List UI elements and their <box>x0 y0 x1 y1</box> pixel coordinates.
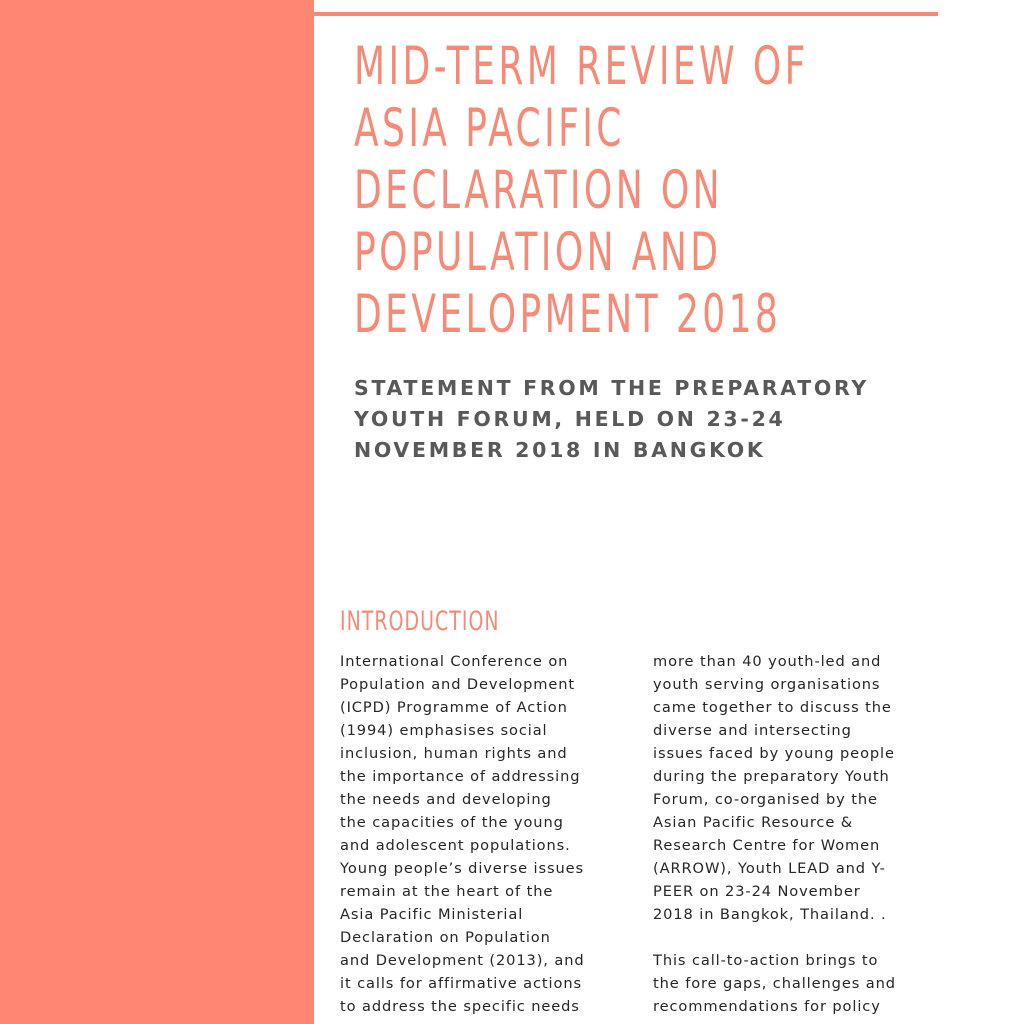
body-line: more than 40 youth-led and <box>653 653 882 670</box>
top-divider <box>314 12 938 16</box>
body-line: Population and Development <box>340 676 576 693</box>
body-line: the fore gaps, challenges and <box>653 975 896 992</box>
body-line: youth serving organisations <box>653 676 881 693</box>
body-line: remain at the heart of the <box>340 883 554 900</box>
subtitle-line: STATEMENT FROM THE PREPARATORY <box>354 376 869 400</box>
body-line: International Conference on <box>340 653 569 670</box>
blank-line <box>653 926 896 949</box>
body-line: the needs and developing <box>340 791 552 808</box>
body-line: Young people’s diverse issues <box>340 860 585 877</box>
subtitle-line: NOVEMBER 2018 IN BANGKOK <box>354 438 766 462</box>
body-line: This call-to-action brings to <box>653 952 879 969</box>
body-line: recommendations for policy <box>653 998 881 1015</box>
body-line: (ARROW), Youth LEAD and Y- <box>653 860 886 877</box>
body-line: 2018 in Bangkok, Thailand. . <box>653 906 887 923</box>
body-line: Research Centre for Women <box>653 837 881 854</box>
body-column-left <box>340 650 585 1018</box>
body-line: Asia Pacific Ministerial <box>340 906 524 923</box>
title-line: POPULATION AND <box>354 222 722 283</box>
body-line: and Development (2013), and <box>340 952 585 969</box>
body-line: and adolescent populations. <box>340 837 571 854</box>
body-line: PEER on 23-24 November <box>653 883 861 900</box>
title-line: ASIA PACIFIC <box>354 98 625 159</box>
title-line: DECLARATION ON <box>354 160 724 221</box>
body-line: to address the specific needs <box>340 998 580 1015</box>
decorative-side-panel <box>0 0 314 1024</box>
title-line: DEVELOPMENT 2018 <box>354 284 782 345</box>
body-line: the capacities of the young <box>340 814 564 831</box>
body-line: (1994) emphasises social <box>340 722 548 739</box>
body-column-right <box>653 650 896 1018</box>
document-title <box>354 36 809 346</box>
body-line: the importance of addressing <box>340 768 581 785</box>
body-line: issues faced by young people <box>653 745 895 762</box>
body-line: inclusion, human rights and <box>340 745 568 762</box>
body-line: during the preparatory Youth <box>653 768 890 785</box>
body-line: Declaration on Population <box>340 929 551 946</box>
subtitle-line: YOUTH FORUM, HELD ON 23-24 <box>354 407 786 431</box>
body-line: it calls for affirmative actions <box>340 975 582 992</box>
document-subtitle <box>354 373 954 466</box>
section-heading-introduction: INTRODUCTION <box>340 606 500 637</box>
body-line: came together to discuss the <box>653 699 892 716</box>
body-line: (ICPD) Programme of Action <box>340 699 568 716</box>
title-line: MID-TERM REVIEW OF <box>354 36 809 97</box>
body-line: Forum, co-organised by the <box>653 791 878 808</box>
body-line: diverse and intersecting <box>653 722 852 739</box>
body-line: Asian Pacific Resource & <box>653 814 854 831</box>
